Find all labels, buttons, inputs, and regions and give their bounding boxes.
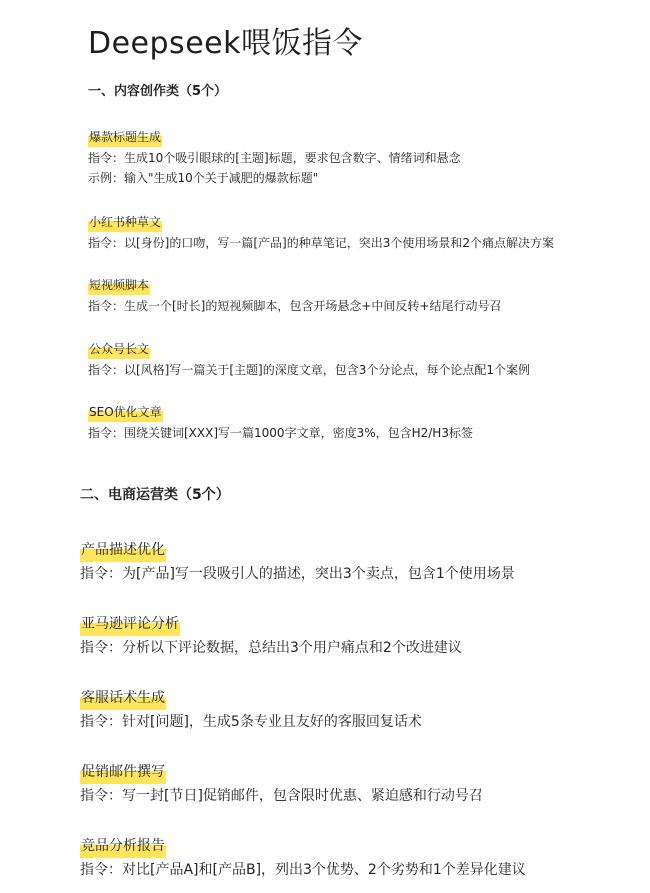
list-item [80, 538, 515, 586]
item-instruction: 指令：以[风格]写一篇关于[主题]的深度文章，包含3个分论点，每个论点配1个案例 [88, 363, 530, 377]
item-instruction: 指令：生成一个[时长]的短视频脚本，包含开场悬念+中间反转+结尾行动号召 [88, 299, 502, 313]
item-title: SEO优化文章 [88, 402, 163, 422]
list-item [88, 402, 473, 443]
list-item [88, 339, 530, 380]
item-title: 竞品分析报告 [80, 834, 166, 858]
item-title: 短视频脚本 [88, 275, 150, 295]
list-item [80, 834, 526, 882]
item-instruction: 指令：对比[产品A]和[产品B]，列出3个优势、2个劣势和1个差异化建议 [80, 862, 526, 878]
item-instruction: 指令：针对[问题]，生成5条专业且友好的客服回复话术 [80, 714, 422, 730]
item-title: 亚马逊评论分析 [80, 612, 180, 636]
item-example: 示例：输入"生成10个关于减肥的爆款标题" [88, 171, 319, 185]
page-title: Deepseek喂饭指令 [88, 26, 363, 61]
item-instruction: 指令：为[产品]写一段吸引人的描述，突出3个卖点，包含1个使用场景 [80, 566, 515, 582]
item-instruction: 指令：以[身份]的口吻，写一篇[产品]的种草笔记，突出3个使用场景和2个痛点解决方案 [88, 236, 554, 250]
item-instruction: 指令：写一封[节日]促销邮件，包含限时优惠、紧迫感和行动号召 [80, 788, 483, 804]
section-heading-ecommerce: 二、电商运营类（5个） [80, 487, 230, 503]
item-instruction: 指令：生成10个吸引眼球的[主题]标题，要求包含数字、情绪词和悬念 [88, 151, 461, 165]
list-item [80, 760, 483, 808]
list-item [88, 127, 461, 188]
list-item [80, 686, 422, 734]
list-item [88, 212, 554, 253]
item-title: 客服话术生成 [80, 686, 166, 710]
section-heading-content-creation: 一、内容创作类（5个） [88, 84, 228, 99]
list-item [88, 275, 501, 316]
list-item [80, 612, 462, 660]
item-title: 爆款标题生成 [88, 127, 162, 147]
item-instruction: 指令：分析以下评论数据，总结出3个用户痛点和2个改进建议 [80, 640, 462, 656]
item-instruction: 指令：围绕关键词[XXX]写一篇1000字文章，密度3%，包含H2/H3标签 [88, 426, 473, 440]
item-title: 促销邮件撰写 [80, 760, 166, 784]
item-title: 小红书种草文 [88, 212, 162, 232]
item-title: 公众号长文 [88, 339, 150, 359]
item-title: 产品描述优化 [80, 538, 166, 562]
